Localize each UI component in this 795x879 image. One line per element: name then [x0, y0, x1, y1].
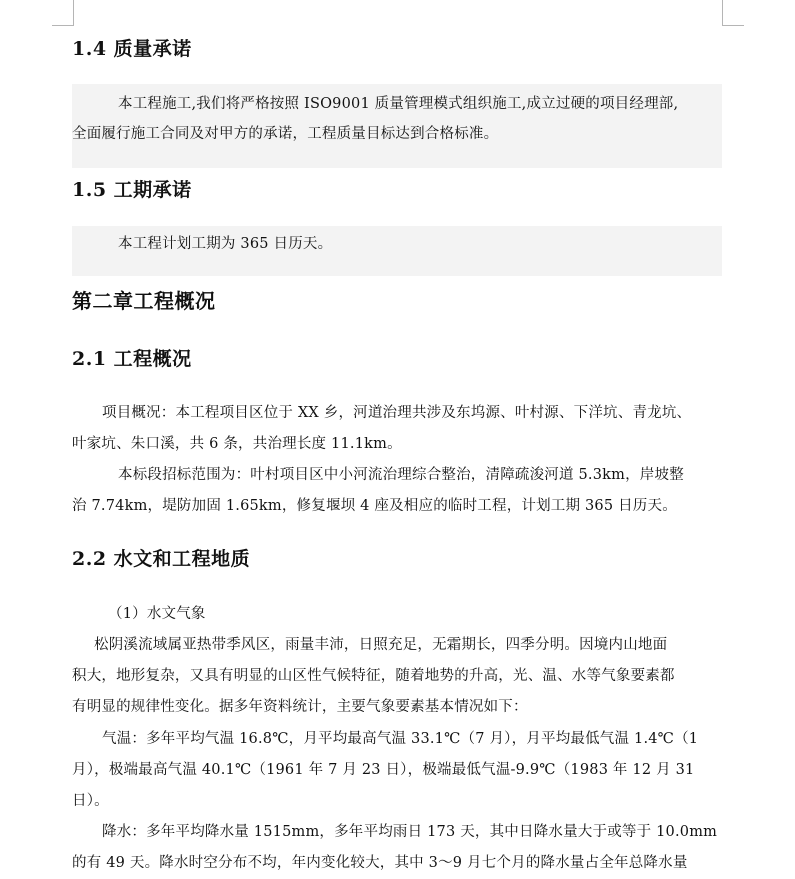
page-corner-mark-left [73, 0, 74, 26]
heading-1-4: 1.4 质量承诺 [72, 38, 192, 60]
paragraph-line: 的有 49 天。降水时空分布不均，年内变化较大，其中 3～9 月七个月的降水量占全年总降水量 [72, 855, 688, 871]
paragraph-line: 松阴溪流域属亚热带季风区，雨量丰沛，日照充足，无霜期长，四季分明。因境内山地面 [94, 637, 668, 653]
paragraph-line: 叶家坑、朱口溪，共 6 条，共治理长度 11.1km。 [72, 436, 402, 452]
paragraph-line: 全面履行施工合同及对甲方的承诺，工程质量目标达到合格标准。 [72, 126, 499, 142]
paragraph-line: 本工程计划工期为 365 日历天。 [118, 236, 333, 252]
paragraph-line: 积大，地形复杂，又具有明显的山区性气候特征，随着地势的升高，光、温、水等气象要素都 [72, 668, 675, 684]
paragraph-line: 本工程施工,我们将严格按照 ISO9001 质量管理模式组织施工,成立过硬的项目经理部, [118, 96, 679, 112]
paragraph-line: 治 7.74km，堤防加固 1.65km，修复堰坝 4 座及相应的临时工程，计划工期 365 日历天。 [72, 498, 677, 514]
page-corner-mark-left-h [52, 25, 74, 26]
heading-2-1: 2.1 工程概况 [72, 348, 192, 370]
paragraph-line: 有明显的规律性变化。据多年资料统计，主要气象要素基本情况如下： [72, 699, 528, 715]
paragraph-line: 降水：多年平均降水量 1515mm，多年平均雨日 173 天，其中日降水量大于或等于 10.0mm [102, 824, 718, 840]
paragraph-line: 月），极端最高气温 40.1℃（1961 年 7 月 23 日），极端最低气温-9.9℃（1983 年 12 月 31 [72, 762, 695, 778]
subheading-hydrology: （1）水文气象 [108, 606, 206, 622]
page-corner-mark-right [722, 0, 723, 26]
heading-1-5: 1.5 工期承诺 [72, 179, 192, 201]
heading-2-2: 2.2 水文和工程地质 [72, 548, 251, 570]
paragraph-line: 项目概况：本工程项目区位于 XX 乡，河道治理共涉及东坞源、叶村源、下洋坑、青龙坑、 [102, 405, 692, 421]
page-corner-mark-right-h [722, 25, 744, 26]
paragraph-line: 日）。 [72, 793, 109, 809]
chapter-2-title: 第二章工程概况 [72, 289, 216, 313]
paragraph-line: 气温：多年平均气温 16.8℃，月平均最高气温 33.1℃（7 月），月平均最低气温 1.4℃（1 [102, 731, 699, 747]
paragraph-line: 本标段招标范围为：叶村项目区中小河流治理综合整治，清障疏浚河道 5.3km，岸坡整 [118, 467, 684, 483]
